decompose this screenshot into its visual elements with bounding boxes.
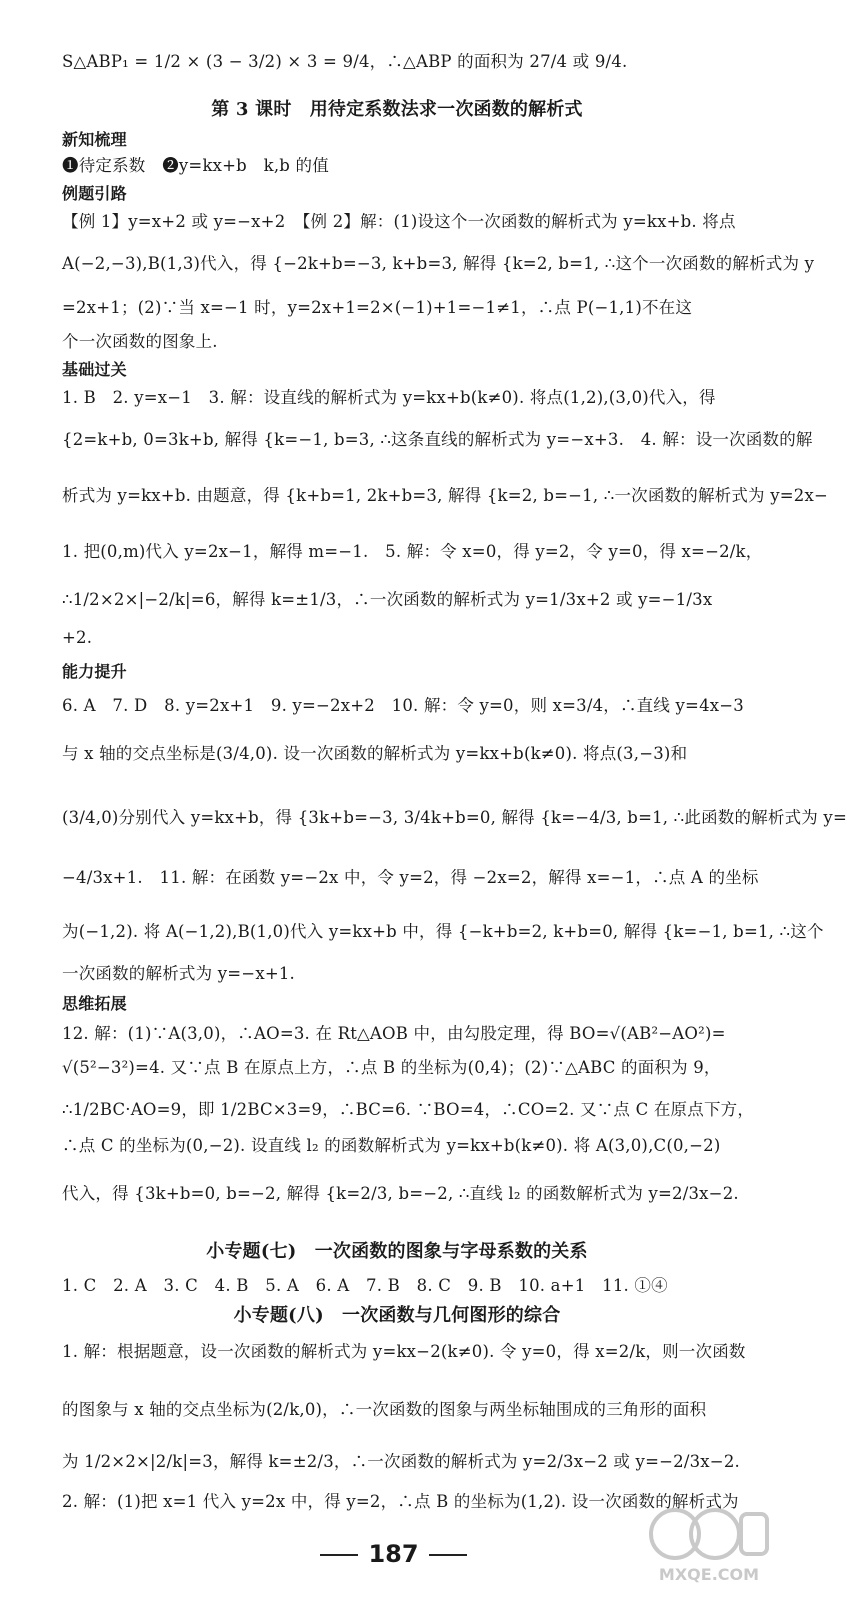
section-heading: 例题引路 [62,184,127,203]
dash-right [429,1554,467,1556]
section-heading: 基础过关 [62,360,127,379]
text-line: 1. B 2. y=x−1 3. 解：设直线的解析式为 y=kx+b(k≠0). 将点(1,2),(3,0)代入，得 [62,388,716,407]
text-line: 为(−1,2). 将 A(−1,2),B(1,0)代入 y=kx+b 中，得 {−k+b=2, k+b=0, 解得 {k=−1, b=1, ∴这个 [62,922,824,941]
text-line: 析式为 y=kx+b. 由题意，得 {k+b=1, 2k+b=3, 解得 {k=2, b=−1, ∴一次函数的解析式为 y=2x− [62,486,828,505]
lesson-title: 第 3 课时 用待定系数法求一次函数的解析式 [211,99,583,120]
text-line: 与 x 轴的交点坐标是(3/4,0). 设一次函数的解析式为 y=kx+b(k≠0). 将点(3,−3)和 [62,744,688,763]
text-line: 6. A 7. D 8. y=2x+1 9. y=−2x+2 10. 解：令 y=0，则 x=3/4，∴直线 y=4x−3 [62,696,744,715]
text-line: {2=k+b, 0=3k+b, 解得 {k=−1, b=3, ∴这条直线的解析式为 y=−x+3. 4. 解：设一次函数的解 [62,430,813,449]
page-number-text: 187 [368,1540,419,1568]
text-line: A(−2,−3),B(1,3)代入，得 {−2k+b=−3, k+b=3, 解得 {k=2, b=1, ∴这个一次函数的解析式为 y [62,254,815,273]
text-line: S△ABP₁ = 1/2 × (3 − 3/2) × 3 = 9/4，∴△ABP 的面积为 27/4 或 9/4. [62,52,628,71]
watermark-logo [645,1496,773,1586]
text-line: (3/4,0)分别代入 y=kx+b，得 {3k+b=−3, 3/4k+b=0, 解得 {k=−4/3, b=1, ∴此函数的解析式为 y= [62,808,847,827]
text-line: √(5²−3²)=4. 又∵点 B 在原点上方，∴点 B 的坐标为(0,4)；(2)∵△ABC 的面积为 9， [62,1058,721,1077]
text-line: −4/3x+1. 11. 解：在函数 y=−2x 中，令 y=2，得 −2x=2，解得 x=−1，∴点 A 的坐标 [62,868,759,887]
text-line: 代入，得 {3k+b=0, b=−2, 解得 {k=2/3, b=−2, ∴直线 l₂ 的函数解析式为 y=2/3x−2. [62,1184,739,1203]
text-line: 1. C 2. A 3. C 4. B 5. A 6. A 7. B 8. C 9. B 10. a+1 11. ①④ [62,1276,668,1295]
section-heading: 能力提升 [62,662,127,681]
text-line: ∴1/2BC·AO=9，即 1/2BC×3=9，∴BC=6. ∵BO=4，∴CO=2. 又∵点 C 在原点下方， [62,1100,755,1119]
text-line: =2x+1；(2)∵当 x=−1 时，y=2x+1=2×(−1)+1=−1≠1，∴点 P(−1,1)不在这 [62,298,693,317]
text-line: 的图象与 x 轴的交点坐标为(2/k,0)，∴一次函数的图象与两坐标轴围成的三角形的面积 [62,1400,707,1419]
text-line: 2. 解：(1)把 x=1 代入 y=2x 中，得 y=2，∴点 B 的坐标为(1,2). 设一次函数的解析式为 [62,1492,739,1511]
text-line: 1. 把(0,m)代入 y=2x−1，解得 m=−1. 5. 解：令 x=0，得 y=2，令 y=0，得 x=−2/k， [62,542,763,561]
text-line: 12. 解：(1)∵A(3,0)，∴AO=3. 在 Rt△AOB 中，由勾股定理，得 BO=√(AB²−AO²)= [62,1024,726,1043]
section-heading: 新知梳理 [62,130,127,149]
text-line: ∴1/2×2×|−2/k|=6，解得 k=±1/3，∴一次函数的解析式为 y=1/3x+2 或 y=−1/3x [62,590,713,609]
section-heading: 思维拓展 [62,994,127,1013]
text-line: +2. [62,628,93,647]
text-line: 个一次函数的图象上. [62,332,218,351]
dash-left [320,1554,358,1556]
text-line: 一次函数的解析式为 y=−x+1. [62,964,295,983]
text-line: ❶待定系数 ❷y=kx+b k,b 的值 [62,156,329,175]
topic-title: 小专题(八) 一次函数与几何图形的综合 [233,1305,561,1326]
text-line: 为 1/2×2×|2/k|=3，解得 k=±2/3，∴一次函数的解析式为 y=2/3x−2 或 y=−2/3x−2. [62,1452,740,1471]
text-line: 1. 解：根据题意，设一次函数的解析式为 y=kx−2(k≠0). 令 y=0，得 x=2/k，则一次函数 [62,1342,746,1361]
text-line: ∴点 C 的坐标为(0,−2). 设直线 l₂ 的函数解析式为 y=kx+b(k≠0). 将 A(3,0),C(0,−2) [62,1136,721,1155]
watermark-text: MXQE.COM [658,1565,760,1584]
text-line: 【例 1】y=x+2 或 y=−x+2 【例 2】解：(1)设这个一次函数的解析式为 y=kx+b. 将点 [62,212,736,231]
topic-title: 小专题(七) 一次函数的图象与字母系数的关系 [206,1241,588,1262]
